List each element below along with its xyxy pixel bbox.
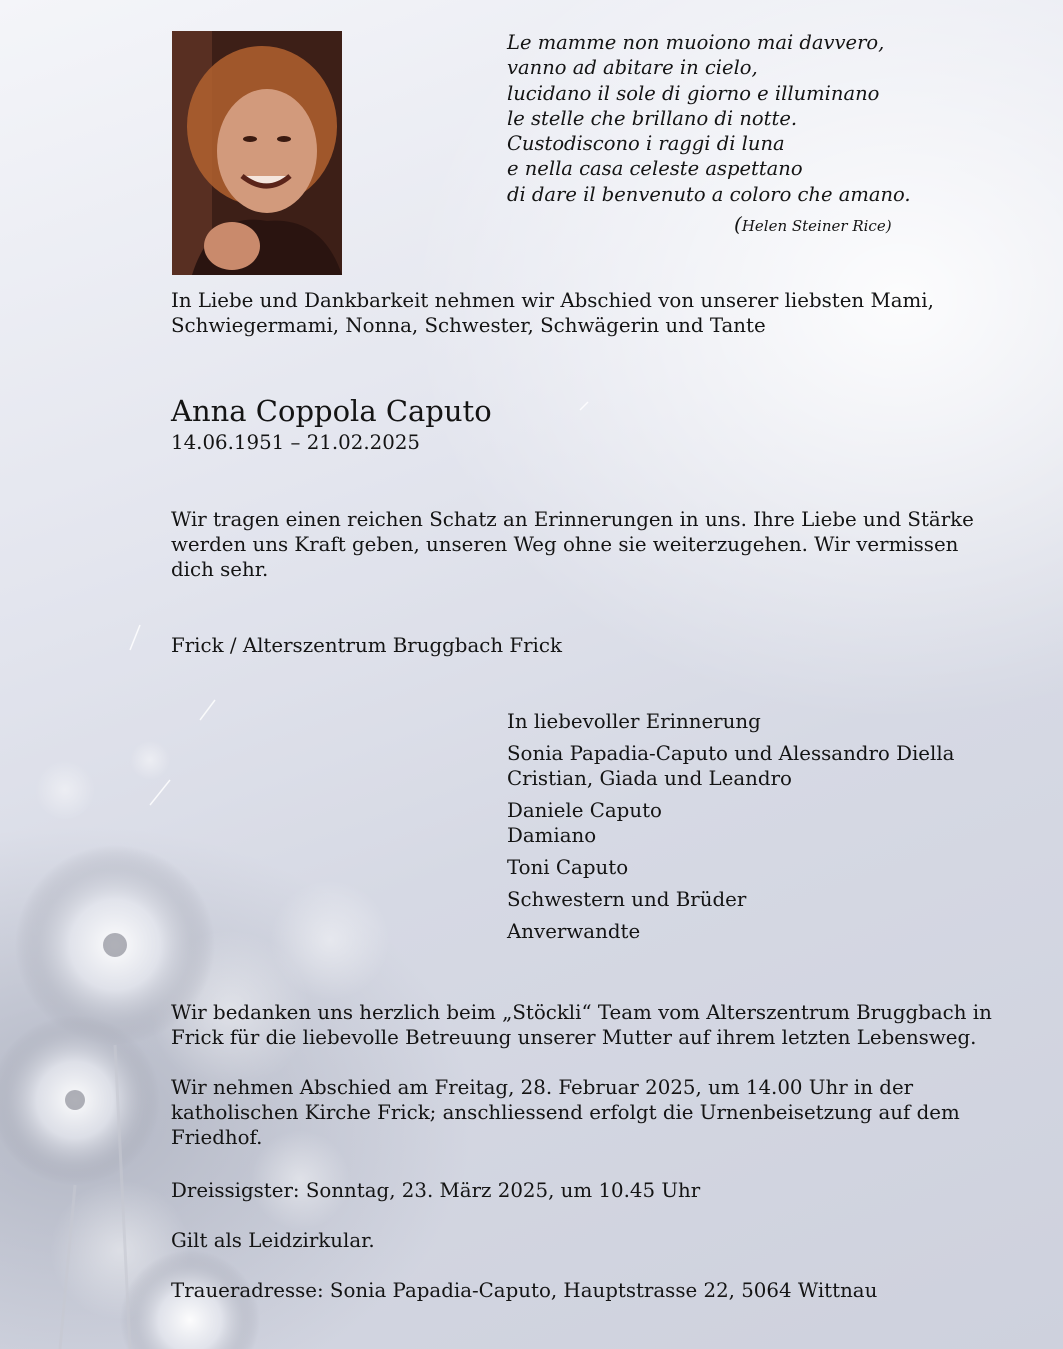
deceased-name: Anna Coppola Caputo	[171, 394, 492, 428]
family-group	[507, 887, 954, 912]
mourning-address: Traueradresse: Sonia Papadia-Caputo, Hauptstrasse 22, 5064 Wittnau	[171, 1279, 878, 1302]
poem-line: Custodiscono i raggi di luna	[507, 132, 785, 156]
circular-note: Gilt als Leidzirkular.	[171, 1229, 375, 1252]
poem-line: Le mamme non muoiono mai davvero,	[507, 31, 885, 54]
poem-source-author: Helen Steiner Rice)	[741, 217, 892, 235]
family-group	[507, 741, 954, 791]
family-list	[507, 709, 954, 951]
thirtieth-day-text: Dreissigster: Sonntag, 23. März 2025, um 10.45 Uhr	[171, 1179, 701, 1202]
family-member: Anverwandte	[507, 920, 641, 943]
family-heading: In liebevoller Erinnerung	[507, 710, 761, 733]
life-dates: 14.06.1951 – 21.02.2025	[171, 431, 420, 454]
family-member: Cristian, Giada und Leandro	[507, 767, 792, 790]
farewell-text: Wir nehmen Abschied am Freitag, 28. Februar 2025, um 14.00 Uhr in der katholischen Kirche Frick; anschliessend erfolgt die Urnenbeisetzung auf dem Friedhof.	[171, 1076, 960, 1149]
intro-text: In Liebe und Dankbarkeit nehmen wir Abschied von unserer liebsten Mami, Schwiegermami, Nonna, Schwester, Schwägerin und Tante	[171, 289, 934, 337]
family-member: Daniele Caputo	[507, 799, 662, 822]
thanks-text: Wir bedanken uns herzlich beim „Stöckli“ Team vom Alterszentrum Bruggbach in Frick für die liebevolle Betreuung unserer Mutter auf ihrem letzten Lebensweg.	[171, 1001, 992, 1049]
family-member: Toni Caputo	[507, 856, 629, 879]
family-group	[507, 798, 954, 848]
family-group	[507, 855, 954, 880]
poem-line: e nella casa celeste aspettano	[507, 157, 803, 181]
family-group	[507, 919, 954, 944]
poem-source	[734, 212, 892, 236]
place-text: Frick / Alterszentrum Bruggbach Frick	[171, 634, 562, 657]
poem-line: le stelle che brillano di notte.	[507, 106, 798, 130]
poem-line: di dare il benvenuto a coloro che amano.	[507, 182, 911, 206]
family-member: Damiano	[507, 824, 597, 847]
family-member: Sonia Papadia-Caputo und Alessandro Diella	[507, 742, 955, 765]
poem	[507, 30, 927, 207]
poem-line: lucidano il sole di giorno e illuminano	[507, 81, 880, 105]
portrait-photo	[172, 31, 342, 275]
poem-line: vanno ad abitare in cielo,	[507, 56, 758, 80]
poem-source-paren: (	[734, 212, 742, 236]
family-member: Schwestern und Brüder	[507, 888, 747, 911]
memory-text: Wir tragen einen reichen Schatz an Erinnerungen in uns. Ihre Liebe und Stärke werden uns Kraft geben, unseren Weg ohne sie weiterzugehen. Wir vermissen dich sehr.	[171, 508, 974, 581]
